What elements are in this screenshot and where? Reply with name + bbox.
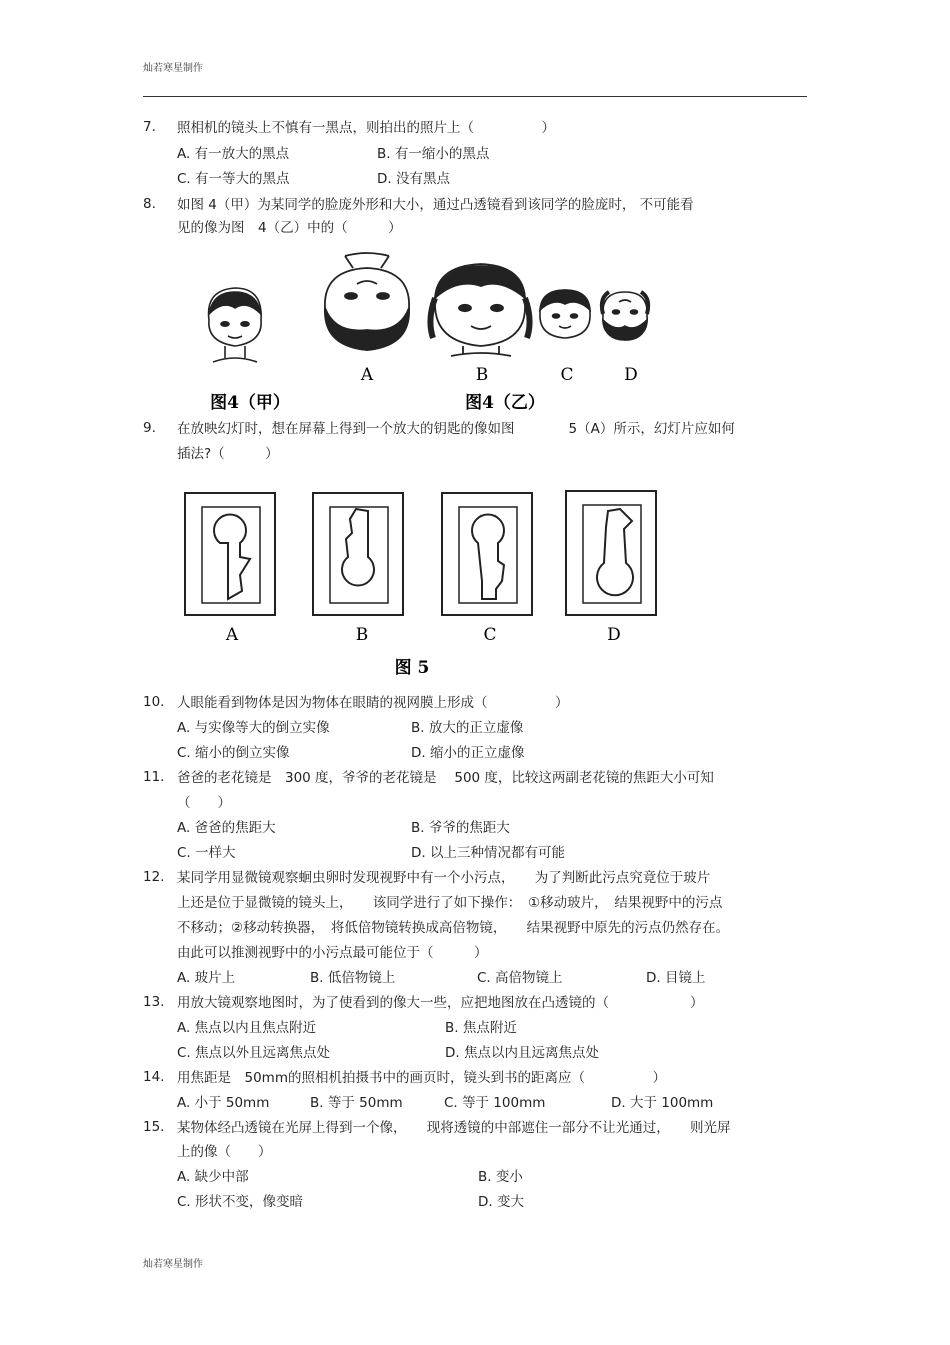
slide-a (185, 493, 275, 615)
figure-4-label-d: D (624, 365, 638, 385)
question-11-number: 11. (143, 769, 165, 785)
figure-4-label-c: C (560, 365, 574, 385)
question-12-option-d: D. 目镜上 (646, 970, 706, 986)
question-11-text-line2: （ ） (177, 795, 231, 811)
page-header: 灿若寒星制作 (143, 63, 203, 74)
question-8-text-line1: 如图 4（甲）为某同学的脸庞外形和大小，通过凸透镜看到该同学的脸庞时， 不可能看 (177, 197, 694, 213)
face-d-inverted-reduced (602, 292, 648, 340)
question-13-option-a: A. 焦点以内且焦点附近 (177, 1020, 317, 1036)
question-13-option-b: B. 焦点附近 (445, 1020, 517, 1036)
question-13-text: 用放大镜观察地图时，为了使看到的像大一些，应把地图放在凸透镜的（ ） (177, 995, 704, 1011)
question-12-text-line3: 不移动；②移动转换器， 将低倍物镜转换成高倍物镜， 结果视野中原先的污点仍然存在。 (177, 920, 730, 936)
figure-5-label-d: D (607, 625, 621, 645)
question-15-text-line1: 某物体经凸透镜在光屏上得到一个像， 现将透镜的中部遮住一部分不让光通过， 则光屏 (177, 1120, 731, 1136)
question-10-number: 10. (143, 694, 165, 710)
slide-c (442, 493, 532, 615)
question-12-option-c: C. 高倍物镜上 (477, 970, 563, 986)
question-11-option-c: C. 一样大 (177, 845, 236, 861)
question-12-text-line2: 上还是位于显微镜的镜头上， 该同学进行了如下操作： ①移动玻片， 结果视野中的污点 (177, 895, 723, 911)
question-10-option-b: B. 放大的正立虚像 (411, 720, 524, 736)
question-7-text: 照相机的镜头上不慎有一黑点，则拍出的照片上（ ） (177, 120, 555, 136)
figure-4-caption-right: 图4（乙） (465, 393, 545, 413)
question-11-option-a: A. 爸爸的焦距大 (177, 820, 276, 836)
slide-d (566, 491, 656, 615)
question-12-text-line1: 某同学用显微镜观察蛔虫卵时发现视野中有一个小污点， 为了判断此污点究竟位于玻片 (177, 870, 711, 886)
question-7-option-a: A. 有一放大的黑点 (177, 146, 290, 162)
question-10-text: 人眼能看到物体是因为物体在眼睛的视网膜上形成（ ） (177, 695, 569, 711)
question-15-number: 15. (143, 1119, 165, 1135)
question-7-option-b: B. 有一缩小的黑点 (377, 146, 490, 162)
question-14-option-c: C. 等于 100mm (444, 1095, 546, 1111)
question-10-option-a: A. 与实像等大的倒立实像 (177, 720, 330, 736)
question-14-option-a: A. 小于 50mm (177, 1095, 270, 1111)
face-a-inverted (325, 253, 409, 350)
question-14-text: 用焦距是 50mm的照相机拍摄书中的画页时，镜头到书的距离应（ ） (177, 1070, 666, 1086)
question-15-text-line2: 上的像（ ） (177, 1144, 272, 1160)
figure-5-label-c: C (483, 625, 497, 645)
question-7-number: 7. (143, 119, 156, 135)
question-14-number: 14. (143, 1069, 165, 1085)
figure-4-label-a: A (360, 365, 374, 385)
figure-5-label-a: A (225, 625, 239, 645)
question-13-option-c: C. 焦点以外且远离焦点处 (177, 1045, 331, 1061)
question-9-text-line1: 在放映幻灯时，想在屏幕上得到一个放大的钥匙的像如图 5（A）所示，幻灯片应如何 (177, 421, 735, 437)
question-13-number: 13. (143, 994, 165, 1010)
figure-5-slides (180, 485, 670, 680)
question-7-option-d: D. 没有黑点 (377, 171, 450, 187)
header-divider (143, 96, 807, 97)
question-8-text-line2: 见的像为图 4（乙）中的（ ） (177, 220, 402, 236)
question-13-option-d: D. 焦点以内且远离焦点处 (445, 1045, 599, 1061)
question-11-text-line1: 爸爸的老花镜是 300 度，爷爷的老花镜是 500 度，比较这两副老花镜的焦距大小可知 (177, 770, 714, 786)
question-12-number: 12. (143, 869, 165, 885)
figure-4-caption-left: 图4（甲） (210, 393, 290, 413)
page-footer: 灿若寒星制作 (143, 1259, 203, 1270)
question-11-option-b: B. 爷爷的焦距大 (411, 820, 510, 836)
question-15-option-c: C. 形状不变，像变暗 (177, 1194, 304, 1210)
question-14-option-d: D. 大于 100mm (611, 1095, 714, 1111)
question-15-option-b: B. 变小 (478, 1169, 523, 1185)
question-10-option-d: D. 缩小的正立虚像 (411, 745, 525, 761)
question-12-option-a: A. 玻片上 (177, 970, 236, 986)
question-14-option-b: B. 等于 50mm (310, 1095, 403, 1111)
question-11-option-d: D. 以上三种情况都有可能 (411, 845, 565, 861)
question-9-text-line2: 插法?（ ） (177, 446, 279, 462)
figure-5-caption: 图 5 (394, 658, 430, 678)
face-c-reduced (540, 290, 590, 338)
slide-b (313, 493, 403, 615)
figure-4-faces (195, 250, 675, 415)
question-8-number: 8. (143, 196, 156, 212)
figure-4-label-b: B (475, 365, 489, 385)
figure-5-label-b: B (355, 625, 369, 645)
question-9-number: 9. (143, 420, 156, 436)
question-15-option-a: A. 缺少中部 (177, 1169, 249, 1185)
question-15-option-d: D. 变大 (478, 1194, 524, 1210)
question-12-text-line4: 由此可以推测视野中的小污点最可能位于（ ） (177, 945, 488, 961)
question-10-option-c: C. 缩小的倒立实像 (177, 745, 290, 761)
question-12-option-b: B. 低倍物镜上 (310, 970, 396, 986)
face-original (209, 288, 262, 362)
face-b-enlarged (430, 264, 529, 356)
question-7-option-c: C. 有一等大的黑点 (177, 171, 290, 187)
